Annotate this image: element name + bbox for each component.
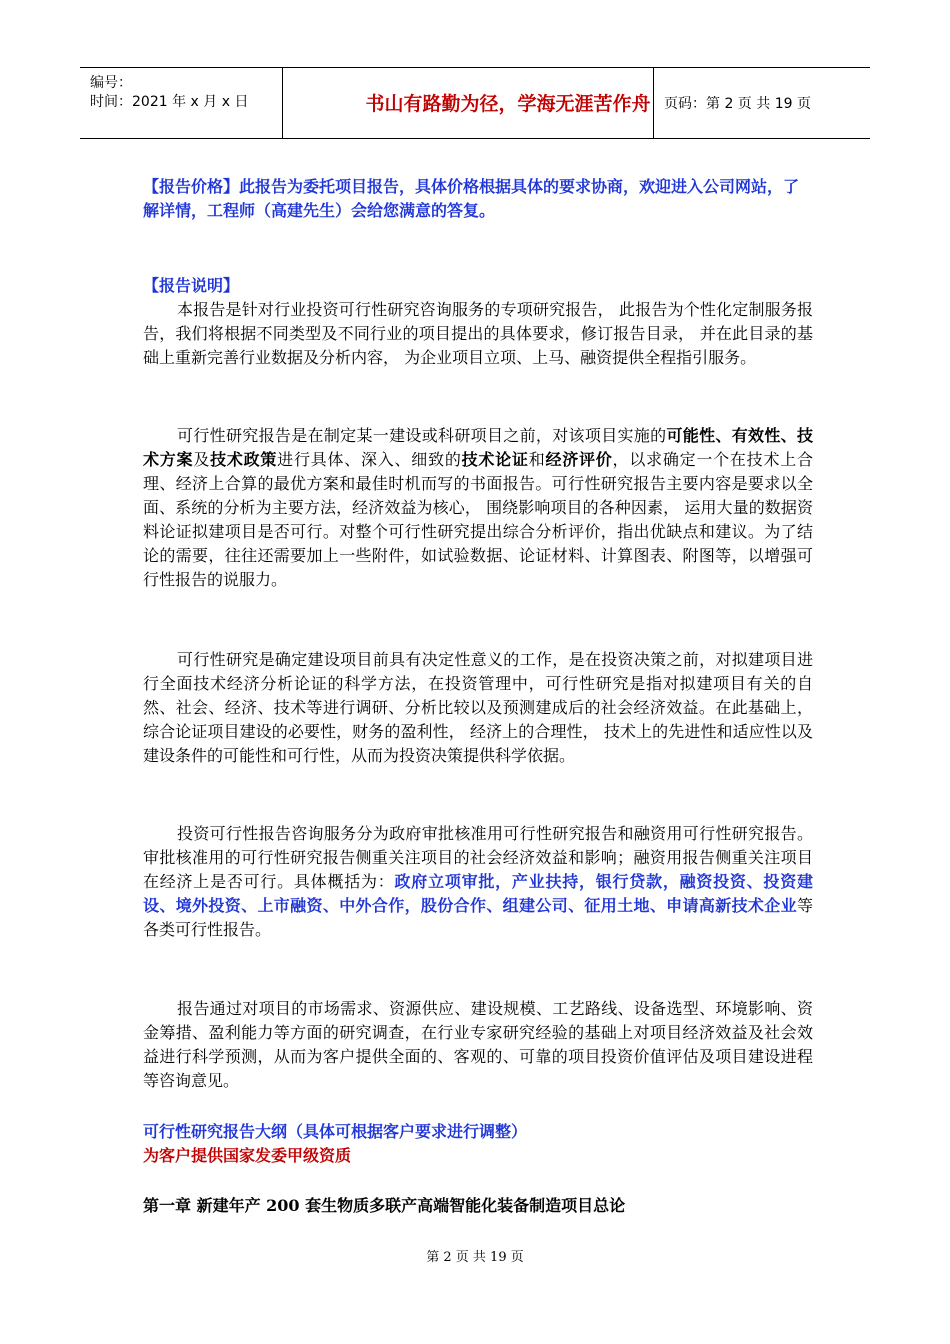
report-scope-paragraph: 报告通过对项目的市场需求、资源供应、建设规模、工艺路线、设备选型、环境影响、资金筹措、盈利能力等方面的研究调查，在行业专家研究经验的基础上对项目经济效益及社会效益进行科学预测，从而为客户提供全面的、客观的、可靠的项目投资价值评估及项目建设进程等咨询意见。	[143, 999, 813, 1090]
header-meta-cell	[80, 68, 280, 138]
bold-term: 可能性、有效性、技术方案	[143, 426, 813, 469]
report-types-highlight: 政府立项审批，产业扶持，银行贷款，融资投资、投资建设、境外投资、上市融资、中外合作，股份合作、组建公司、征用土地、申请高新技术企业	[143, 872, 813, 915]
feasibility-definition-paragraph	[143, 424, 813, 592]
outline-subtitle: 为客户提供国家发委甲级资质	[143, 1146, 352, 1165]
document-date-label: 时间：2021 年 x 月 x 日	[90, 94, 249, 110]
bold-term: 技术政策	[210, 450, 278, 469]
text-run: 可行性研究报告是在制定某一建设或科研项目之前，对该项目实施的	[177, 426, 667, 445]
header-motto: 书山有路勤为径，学海无涯苦作舟	[365, 93, 651, 115]
outline-title: 可行性研究报告大纲（具体可根据客户要求进行调整）	[143, 1122, 528, 1141]
feasibility-study-paragraph: 可行性研究是确定建设项目前具有决定性意义的工作，是在投资决策之前，对拟建项目进行全面技术经济分析论证的科学方法，在投资管理中，可行性研究是指对拟建项目有关的自然、社会、经济、技术等进行调研、分析比较以及预测建成后的社会经济效益。在此基础上，综合论证项目建设的必要性，财务的盈利性， 经济上的合理性， 技术上的先进性和适应性以及建设条件的可能性和可行性，从而为投资决策提供科学依据。	[143, 650, 813, 765]
text-run: 等各类可行性报告。	[143, 896, 813, 939]
document-number-label: 编号：	[90, 75, 132, 91]
report-price-notice: 【报告价格】此报告为委托项目报告，具体价格根据具体的要求协商，欢迎进入公司网站，了解详情，工程师（高建先生）会给您满意的答复。	[143, 177, 800, 220]
text-run: 和	[528, 450, 546, 469]
header-divider	[653, 68, 654, 138]
text-run: 及	[193, 450, 211, 469]
bold-term: 技术论证	[461, 450, 529, 469]
investment-report-types-paragraph	[143, 822, 813, 942]
page-footer: 第 2 页 共 19 页	[426, 1250, 524, 1265]
text-run: 投资可行性报告咨询服务分为政府审批核准用可行性研究报告和融资用可行性研究报告。 审批核准用的可行性研究报告侧重关注项目的社会经济效益和影响；融资用报告侧重关注项目在经济上是否可行。具体概括为：	[143, 824, 813, 891]
page-header	[80, 67, 870, 139]
report-description-paragraph: 本报告是针对行业投资可行性研究咨询服务的专项研究报告， 此报告为个性化定制服务报告，我们将根据不同类型及不同行业的项目提出的具体要求，修订报告目录， 并在此目录的基础上重新完善行业数据及分析内容， 为企业项目立项、上马、融资提供全程指引服务。	[143, 300, 813, 367]
bold-term: 经济评价	[545, 450, 613, 469]
header-page-number: 页码：第 2 页 共 19 页	[664, 96, 811, 112]
text-run: ，以求确定一个在技术上合理、经济上合算的最优方案和最佳时机而写的书面报告。可行性研究报告主要内容是要求以全面、系统的分析为主要方法，经济效益为核心， 围绕影响项目的各种因素， 运用大量的数据资料论证拟建项目是否可行。对整个可行性研究提出综合分析评价，指出优缺点和建议。为了结论的需要，往往还需要加上一些附件，如试验数据、论证材料、计算图表、附图等，以增强可行性报告的说服力。	[143, 450, 813, 589]
text-run: 进行具体、深入、细致的	[277, 450, 462, 469]
report-description-heading: 【报告说明】	[143, 276, 240, 295]
chapter-one-heading: 第一章 新建年产 200 套生物质多联产高端智能化装备制造项目总论	[143, 1196, 626, 1215]
